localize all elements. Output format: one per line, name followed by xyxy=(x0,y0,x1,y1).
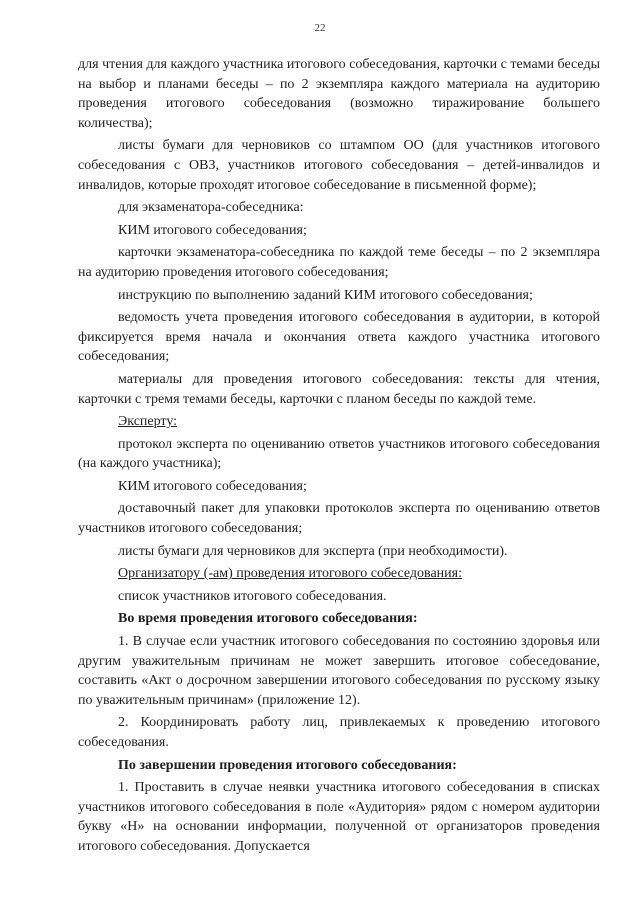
expert-heading-text: Эксперту: xyxy=(118,414,178,430)
page-number: 22 xyxy=(314,22,326,34)
paragraph-expert-drafts: листы бумаги для черновиков для эксперта (при необходимости). xyxy=(118,543,508,559)
paragraph-expert-kim: КИМ итогового собеседования; xyxy=(118,478,307,494)
section-heading-organizer xyxy=(78,564,600,584)
paragraph-draft-sheets: листы бумаги для черновиков со штампом ОО (для участников итогового собеседования с ОВЗ, участников итогового собеседования – детей-инвалидов и инвалидов, которые проходят итоговое собеседование в письменной форме); xyxy=(78,138,600,193)
during-heading-text: Во время проведения итогового собеседования: xyxy=(118,611,418,627)
paragraph-materials-reading: для чтения для каждого участника итогового собеседования, карточки с темами беседы на выбор и планами беседы – по 2 экземпляра каждого материала на аудиторию проведения итогового собеседования (возможно тиражирование большего количества); xyxy=(78,57,600,131)
organizer-heading-text: Организатору (-ам) проведения итогового собеседования: xyxy=(118,566,462,582)
document-body xyxy=(78,55,600,857)
paragraph-examiner-cards: карточки экзаменатора-собеседника по каждой теме беседы – по 2 экземпляра на аудиторию проведения итогового собеседования; xyxy=(78,245,600,280)
section-heading-after xyxy=(78,756,600,776)
paragraph-expert-protocol: протокол эксперта по оцениванию ответов участников итогового собеседования (на каждого участника); xyxy=(78,436,600,472)
after-heading-text: По завершении проведения итогового собеседования: xyxy=(118,757,457,773)
paragraph-examiner-heading: для экзаменатора-собеседника: xyxy=(118,200,304,216)
section-heading-during xyxy=(78,609,600,629)
paragraph-examiner-kim: КИМ итогового собеседования; xyxy=(118,222,307,238)
paragraph-attendance-sheet: ведомость учета проведения итогового собеседования в аудитории, в которой фиксируется время начала и окончания ответа каждого участника итогового собеседования; xyxy=(78,310,600,365)
paragraph-during-item-2: 2. Координировать работу лиц, привлекаемых к проведению итогового собеседования. xyxy=(78,715,600,750)
paragraph-after-item-1: 1. Проставить в случае неявки участника итогового собеседования в списках участников итогового собеседования в поле «Аудитория» рядом с номером аудитории букву «Н» на основании информации, полученной от организаторов проведения итогового собеседования. Допускается xyxy=(78,780,600,854)
section-heading-expert xyxy=(78,412,600,432)
paragraph-participant-list: список участников итогового собеседования. xyxy=(118,588,387,604)
paragraph-instructions: инструкцию по выполнению заданий КИМ итогового собеседования; xyxy=(118,287,533,303)
paragraph-during-item-1: 1. В случае если участник итогового собеседования по состоянию здоровья или другим уважительным причинам не может завершить итоговое собеседование, составить «Акт о досрочном завершении итогового собеседования по русскому языку по уважительным причинам» (приложение 12). xyxy=(78,634,600,708)
paragraph-delivery-package: доставочный пакет для упаковки протоколов эксперта по оцениванию ответов участников итогового собеседования; xyxy=(78,501,600,537)
paragraph-conduct-materials: материалы для проведения итогового собеседования: тексты для чтения, карточки с тремя темами беседы, карточки с планом беседы по каждой теме. xyxy=(78,371,600,407)
